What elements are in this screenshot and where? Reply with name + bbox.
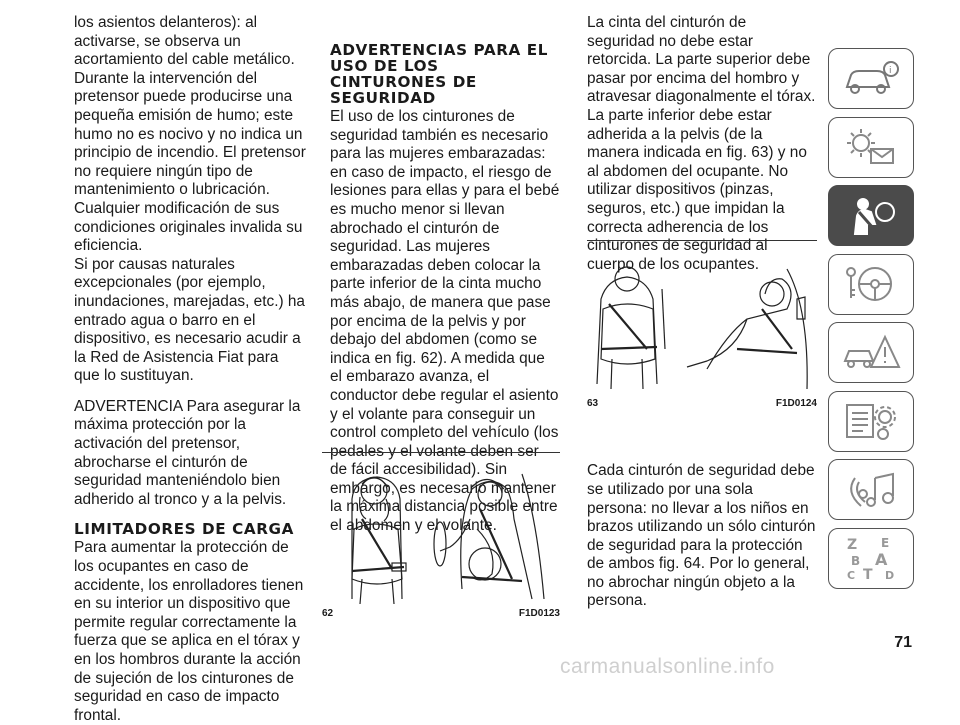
figure-62 [322, 452, 560, 619]
paragraph: La cinta del cinturón de seguridad no debe estar retorcida. La parte superior debe pasar por encima del hombro y atravesar diagonalmente el tórax. La parte inferior debe estar adherida a la pelvis (de la manera indicada en fig. 63) y no al abdomen del ocupante. No utilizar dispositivos (pinzas, seguros, etc.) que impidan la correcta adherencia de los cinturones de seguridad al cuerpo de los ocupantes. [587, 14, 816, 273]
tab-warning-lights[interactable] [828, 117, 914, 178]
steering-wheel-key-icon [841, 262, 901, 306]
multimedia-icon [841, 468, 901, 512]
text-column-1 [74, 14, 306, 725]
tab-breakdown[interactable] [828, 322, 914, 383]
section-heading: ADVERTENCIAS PARA EL USO DE LOS CINTURONES DE SEGURIDAD [330, 41, 549, 107]
paragraph: El uso de los cinturones de seguridad también es necesario para las mujeres embarazadas: en caso de impacto, el riesgo de lesiones para ellas y para el bebé es mucho menor si llevan abrochado el cinturón de seguridad. Las mujeres embarazadas deben colocar la parte inferior de la cinta mucho más abajo, de manera que pase por encima de la pelvis y por debajo del abdomen (como se indica en fig. 62). A medida que el embarazo avanza, el conductor debe regular el asiento y el volante para conseguir un control completo del vehículo (los pedales y el volante deben ser de fácil accesibilidad). Sin embargo, es necesario mantener la máxima distancia posible entre el abdomen y el volante. [330, 108, 560, 535]
index-letter: E [881, 536, 890, 550]
section-heading: LIMITADORES DE CARGA [74, 520, 294, 539]
seated-passengers-seatbelt-illustration [587, 249, 817, 397]
tab-maintenance[interactable] [828, 391, 914, 452]
tab-steering-wheel[interactable] [828, 254, 914, 315]
tab-index[interactable] [828, 528, 914, 589]
tab-car-info[interactable] [828, 48, 914, 109]
index-letter: Z [847, 537, 858, 553]
figure-number: 63 [587, 398, 599, 409]
page-number: 71 [894, 634, 912, 651]
figure-63 [587, 240, 817, 409]
index-letter: D [885, 569, 895, 582]
maintenance-settings-icon [841, 399, 901, 443]
figure-code: F1D0124 [775, 398, 817, 409]
paragraph: Durante la intervención del pretensor puede producirse una pequeña emisión de humo; este humo no es nocivo y no indica un principio de incendio. El pretensor no requiere ningún tipo de mantenimiento o lubricación. Cualquier modificación de sus condiciones originales invalida su eficiencia. [74, 69, 306, 255]
index-letter: A [875, 550, 888, 569]
index-icon [841, 533, 901, 583]
warning-lights-icon [841, 125, 901, 169]
car-info-icon [841, 59, 901, 99]
watermark: carmanualsonline.info [560, 655, 775, 678]
index-letter: T [863, 567, 873, 583]
paragraph: los asientos delanteros): al activarse, se observa un acortamiento del cable metálico. [74, 14, 295, 69]
index-letter: B [851, 554, 861, 568]
tab-seatbelt-airbag[interactable] [828, 185, 914, 246]
warning-paragraph: ADVERTENCIA Para asegurar la máxima protección por la activación del pretensor, abrocharse el cinturón de seguridad manteniéndolo bien adherido al tronco y a la pelvis. [74, 397, 301, 508]
paragraph: Para aumentar la protección de los ocupantes en caso de accidente, los enrolladores tienen en su interior un dispositivo que permite regular correctamente la fuerza que se aplica en el tórax y en los hombros durante la acción de sujeción de los cinturones de seguridad en caso de impacto frontal. [74, 539, 304, 724]
seatbelt-airbag-icon [841, 194, 901, 238]
index-letter: C [847, 569, 856, 582]
chapter-tabs [828, 48, 916, 596]
breakdown-warning-icon [841, 331, 901, 375]
figure-code: F1D0123 [518, 608, 560, 619]
svg-text:i: i [889, 65, 892, 76]
tab-multimedia[interactable] [828, 459, 914, 520]
figure-number: 62 [322, 608, 334, 619]
pregnant-woman-seatbelt-illustration [322, 459, 560, 609]
paragraph: Cada cinturón de seguridad debe se utilizado por una sola persona: no llevar a los niños en brazos utilizando un sólo cinturón de seguridad para la protección de ambos fig. 64. Por lo general, no abrochar ningún objeto a la persona. [587, 462, 816, 610]
paragraph: Si por causas naturales excepcionales (por ejemplo, inundaciones, marejadas, etc.) ha entrado agua o barro en el dispositivo, es necesario acudir a la Red de Asistencia Fiat para que lo sustituyan. [74, 255, 305, 385]
